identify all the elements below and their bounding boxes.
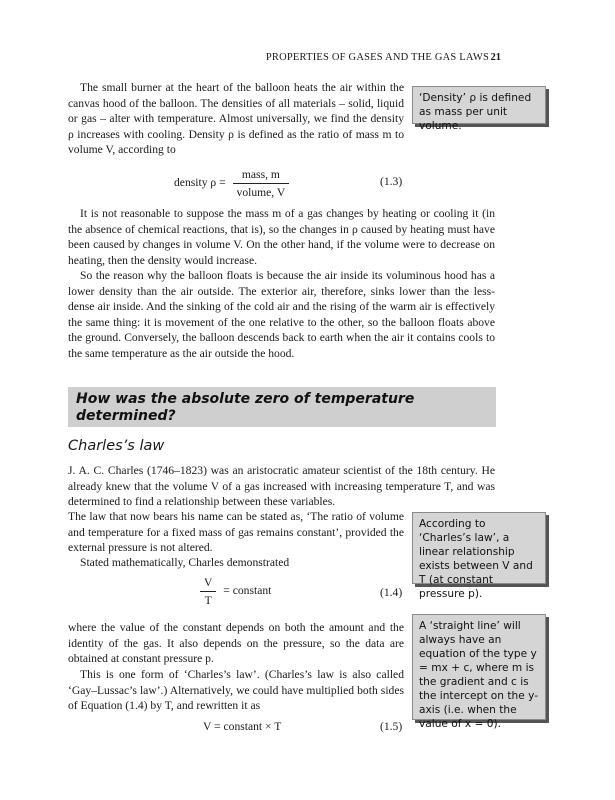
paragraph-mass-volume: It is not reasonable to suppose the mass m of a gas changes by heating or cooling it (in the absence of chemical reactions, that is), so the changes in ρ caused by heating must have been caused by changes in volume V. On the other hand, if the volume were to decrease on heating, then the density would increase. <box>68 207 495 267</box>
margin-note-straight-line: A ‘straight line’ will always have an equation of the type y = mx + c, where m is the gradient and c is the intercept on the y-axis (i.e. when the value of x = 0). <box>412 614 546 720</box>
running-header: PROPERTIES OF GASES AND THE GAS LAWS <box>265 52 489 63</box>
subsection-heading: Charles’s law <box>68 438 165 454</box>
equation-1-3 <box>174 168 293 199</box>
equation-1-5: V = constant × T <box>203 720 282 733</box>
paragraph-stated-mathematically: Stated mathematically, Charles demonstrated <box>80 556 290 569</box>
paragraph-gay-lussac: This is one form of ‘Charles’s law’. (Charles’s law is also called ‘Gay–Lussac’s law’.) Alternatively, we could have multiplied both sides of Equation (1.4) by T, and rewritten it as <box>68 668 404 712</box>
equation-1-4-denominator: T <box>204 594 212 607</box>
paragraph-constant-depends: where the value of the constant depends on both the amount and the identity of the gas. It also depends on the pressure, so the data are obtained at constant pressure p. <box>68 621 404 665</box>
equation-number-1-4: (1.4) <box>380 586 403 599</box>
equation-number-1-3: (1.3) <box>380 175 403 188</box>
section-heading: How was the absolute zero of temperature determined? <box>68 387 496 427</box>
equation-1-4 <box>196 576 271 607</box>
equation-1-4-rhs: = constant <box>223 584 272 598</box>
equation-1-4-fraction <box>200 576 216 607</box>
margin-note-charles-law: According to ‘Charles’s law’, a linear relationship exists between V and T (at constant pressure p). <box>412 512 546 584</box>
paragraph-balloon-floats: So the reason why the balloon floats is because the air inside its voluminous hood has a lower density than the air outside. The exterior air, therefore, sinks lower than the less-dense air inside. And the sinking of the cold air and the rising of the warm air is effectively the same thing: it is movement of the one relative to the other, so the balloon floats above the ground. Conversely, the balloon descends back to earth when the air it contains cools to the same temperature as the air outside the hood. <box>68 269 495 360</box>
equation-1-4-numerator: V <box>200 576 216 592</box>
equation-1-3-fraction <box>233 168 290 199</box>
equation-1-3-denominator: volume, V <box>236 186 286 199</box>
equation-number-1-5: (1.5) <box>380 720 403 733</box>
margin-note-density: ‘Density’ ρ is defined as mass per unit volume. <box>412 86 546 124</box>
page-number: 21 <box>490 52 501 63</box>
equation-1-3-lhs: density ρ = <box>174 176 226 190</box>
equation-1-3-numerator: mass, m <box>233 168 290 184</box>
paragraph-balloon-density: The small burner at the heart of the balloon heats the air within the canvas hood of the balloon. The densities of all materials – solid, liquid or gas – alter with temperature. Almost universally, we find the density ρ increases with cooling. Density ρ is defined as the ratio of mass m to volume V, according to <box>68 81 404 156</box>
paragraph-charles-bio: J. A. C. Charles (1746–1823) was an aristocratic amateur scientist of the 18th century. He already knew that the volume V of a gas increased with increasing temperature T, and was determined to find a relationship between these variables. <box>68 464 495 508</box>
paragraph-charles-law-statement: The law that now bears his name can be stated as, ‘The ratio of volume and temperature for a fixed mass of gas remains constant’, provided the external pressure is not altered. <box>68 510 404 554</box>
